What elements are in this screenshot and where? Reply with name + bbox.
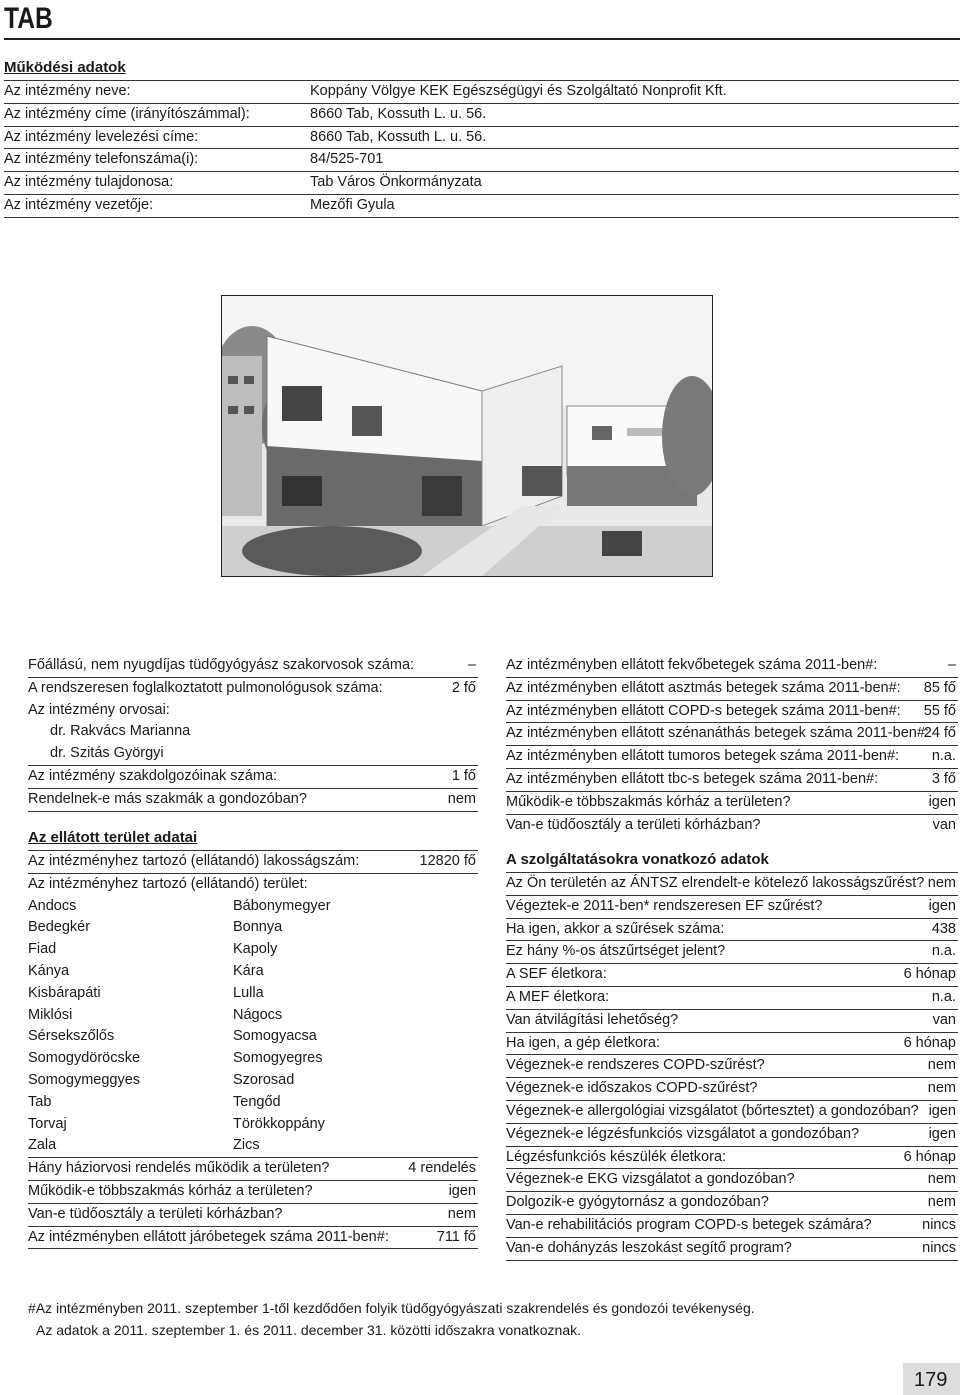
municipality-row	[28, 1135, 478, 1158]
row-label: Van átvilágítási lehetőség?	[506, 1011, 679, 1028]
municipality-row	[28, 939, 478, 961]
row-value: n.a.	[931, 988, 956, 1005]
data-row	[28, 850, 478, 874]
data-row	[506, 655, 958, 678]
data-row	[506, 1238, 958, 1261]
data-row	[506, 1033, 958, 1056]
data-row	[506, 964, 958, 987]
data-row	[506, 919, 958, 942]
municipality-row	[28, 1070, 478, 1092]
row-label: Van-e dohányzás leszokást segítő program?	[506, 1239, 792, 1256]
data-row	[28, 1158, 478, 1181]
row-label: Működik-e többszakmás kórház a területen?	[28, 1182, 313, 1199]
services-table	[506, 872, 958, 1261]
row-value: van	[932, 816, 956, 833]
municipality: Nágocs	[233, 1006, 283, 1023]
row-value: 24 fő	[923, 725, 956, 742]
data-row	[506, 769, 958, 792]
info-label: Az intézmény telefonszáma(i):	[4, 151, 199, 168]
data-row	[28, 678, 478, 700]
data-row	[506, 987, 958, 1010]
info-row	[4, 148, 959, 171]
row-label: Végeznek-e rendszeres COPD-szűrést?	[506, 1057, 765, 1074]
data-row	[28, 766, 478, 789]
info-row	[4, 194, 959, 218]
right-column	[506, 655, 958, 836]
data-row	[506, 896, 958, 919]
municipality: Somogymeggyes	[28, 1071, 141, 1088]
info-label: Az intézmény tulajdonosa:	[4, 174, 174, 191]
row-value: nem	[927, 1171, 956, 1188]
municipality: Fiad	[28, 941, 57, 958]
row-value: 711 fő	[436, 1228, 476, 1245]
info-label: Az intézmény vezetője:	[4, 196, 154, 213]
data-row	[28, 789, 478, 812]
left-column	[28, 655, 478, 812]
info-label: Az intézmény neve:	[4, 83, 131, 99]
footnote-2: Az adatok a 2011. szeptember 1. és 2011. december 31. közötti időszakra vonatkoznak.	[36, 1322, 582, 1338]
row-label: Az intézményben ellátott tbc-s betegek száma 2011-ben#:	[506, 770, 879, 787]
municipality: Tengőd	[233, 1093, 281, 1110]
operational-heading: Működési adatok	[4, 59, 126, 76]
row-value: 6 hónap	[903, 966, 956, 983]
info-value: Tab Város Önkormányzata	[310, 174, 482, 191]
row-value: igen	[448, 1182, 476, 1199]
operational-table	[4, 80, 959, 218]
row-label: Az intézményben ellátott szénanáthás betegek száma 2011-ben#:	[506, 725, 929, 742]
row-value: igen	[928, 1125, 956, 1142]
municipality: Miklósi	[28, 1006, 73, 1023]
data-row	[506, 1055, 958, 1078]
municipality: Somogyegres	[233, 1050, 323, 1067]
municipality-row	[28, 1026, 478, 1048]
municipality: Bábonymegyer	[233, 897, 331, 914]
row-label: Végeznek-e allergológiai vizsgálatot (bőrtesztet) a gondozóban?	[506, 1102, 919, 1119]
municipality-row	[28, 983, 478, 1005]
row-value: n.a.	[931, 943, 956, 960]
data-row	[506, 1215, 958, 1238]
row-value: 438	[931, 920, 956, 937]
municipality: Bonnya	[233, 919, 283, 936]
municipality-row	[28, 917, 478, 939]
row-value: –	[947, 657, 956, 673]
area-table	[28, 850, 478, 1249]
data-row	[28, 874, 478, 896]
municipality-row	[28, 1114, 478, 1136]
row-value: igen	[928, 793, 956, 810]
row-label: Végeznek-e légzésfunkciós vizsgálatot a gondozóban?	[506, 1125, 860, 1142]
row-label: Végeznek-e időszakos COPD-szűrést?	[506, 1080, 758, 1097]
row-label: Hány háziorvosi rendelés működik a területen?	[28, 1160, 330, 1177]
row-value: 2 fő	[451, 679, 476, 696]
row-label: Az intézményhez tartozó (ellátandó) terület:	[28, 875, 308, 892]
info-value: Koppány Völgye KEK Egészségügyi és Szolgáltató Nonprofit Kft.	[310, 83, 727, 99]
municipality: Kára	[233, 962, 264, 979]
row-value: n.a.	[931, 748, 956, 765]
row-value: –	[467, 657, 476, 673]
municipality: Kánya	[28, 962, 70, 979]
data-row	[506, 746, 958, 769]
municipality: Lulla	[233, 984, 264, 1001]
row-label: Az intézmény szakdolgozóinak száma:	[28, 767, 278, 784]
row-label: Az intézményhez tartozó (ellátandó) lakosságszám:	[28, 853, 360, 869]
row-value: nem	[927, 1194, 956, 1211]
row-label: Az intézményben ellátott járóbetegek száma 2011-ben#:	[28, 1228, 389, 1245]
data-row	[28, 1227, 478, 1250]
info-row	[4, 171, 959, 194]
row-label: Dolgozik-e gyógytornász a gondozóban?	[506, 1194, 769, 1211]
data-row	[506, 1169, 958, 1192]
data-row	[506, 701, 958, 724]
row-label: Végeznek-e EKG vizsgálatot a gondozóban?	[506, 1171, 795, 1188]
municipality: Szorosad	[233, 1071, 295, 1088]
municipality: Torvaj	[28, 1115, 67, 1132]
row-value: igen	[928, 897, 956, 914]
area-heading: Az ellátott terület adatai	[28, 829, 198, 846]
data-row	[506, 1192, 958, 1215]
info-label: Az intézmény címe (irányítószámmal):	[4, 105, 250, 122]
municipality-row	[28, 961, 478, 983]
row-label: Ha igen, akkor a szűrések száma:	[506, 920, 725, 937]
row-label: Légzésfunkciós készülék életkora:	[506, 1148, 727, 1165]
row-label: Működik-e többszakmás kórház a területen?	[506, 793, 791, 810]
row-value: nem	[927, 1080, 956, 1097]
municipality: Bedegkér	[28, 919, 91, 936]
municipality: Sérsekszőlős	[28, 1028, 115, 1045]
doctor-name: dr. Szitás Györgyi	[50, 745, 164, 762]
row-label: A MEF életkora:	[506, 988, 610, 1005]
row-value: nincs	[922, 1239, 956, 1256]
row-value: nem	[447, 1205, 476, 1222]
data-row	[506, 1010, 958, 1033]
municipality: Zala	[28, 1137, 57, 1154]
data-row	[506, 1101, 958, 1124]
row-value: 6 hónap	[903, 1034, 956, 1051]
row-label: Rendelnek-e más szakmák a gondozóban?	[28, 790, 307, 807]
row-label: Az intézményben ellátott tumoros betegek száma 2011-ben#:	[506, 748, 900, 765]
municipality: Törökkoppány	[233, 1115, 325, 1132]
title-rule	[4, 38, 960, 40]
row-value: 12820 fő	[419, 853, 476, 869]
row-label: Végeztek-e 2011-ben* rendszeresen EF szűrést?	[506, 897, 823, 914]
info-value: 8660 Tab, Kossuth L. u. 56.	[310, 128, 487, 145]
row-label: Ez hány %-os átszűrtséget jelent?	[506, 943, 726, 960]
row-label: Van-e rehabilitációs program COPD-s betegek számára?	[506, 1216, 872, 1233]
info-value: 8660 Tab, Kossuth L. u. 56.	[310, 105, 487, 122]
row-label: Az intézményben ellátott fekvőbetegek száma 2011-ben#:	[506, 657, 878, 673]
page-number: 179	[914, 1369, 948, 1391]
row-value: van	[932, 1011, 956, 1028]
row-label: A SEF életkora:	[506, 966, 607, 983]
data-row	[506, 1078, 958, 1101]
data-row	[506, 815, 958, 837]
data-row	[28, 721, 478, 743]
services-heading: A szolgáltatásokra vonatkozó adatok	[506, 851, 769, 868]
data-row	[506, 723, 958, 746]
municipality: Somogyacsa	[233, 1028, 317, 1045]
data-row	[28, 1181, 478, 1204]
data-row	[506, 792, 958, 815]
municipality-row	[28, 896, 478, 918]
municipality-row	[28, 1092, 478, 1114]
info-row	[4, 80, 959, 103]
row-label: Ha igen, a gép életkora:	[506, 1034, 660, 1051]
row-value: 85 fő	[923, 679, 956, 696]
data-row	[506, 1124, 958, 1147]
municipality: Kapoly	[233, 941, 278, 958]
row-label: Van-e tüdőosztály a területi kórházban?	[506, 816, 761, 833]
municipality-row	[28, 1048, 478, 1070]
row-label: Az intézmény orvosai:	[28, 701, 170, 718]
building-illustration	[222, 296, 712, 576]
row-value: igen	[928, 1102, 956, 1119]
data-row	[506, 872, 958, 896]
info-value: 84/525-701	[310, 151, 384, 168]
row-value: 1 fő	[451, 767, 476, 784]
data-row	[28, 1204, 478, 1227]
municipality: Somogydöröcske	[28, 1050, 141, 1067]
info-value: Mezőfi Gyula	[310, 196, 395, 213]
data-row	[506, 678, 958, 701]
row-value: 4 rendelés	[408, 1160, 476, 1177]
data-row	[506, 1147, 958, 1170]
data-row	[28, 743, 478, 766]
doctor-name: dr. Rakvács Marianna	[50, 723, 191, 740]
footnote-1: #Az intézményben 2011. szeptember 1-től kezdődően folyik tüdőgyógyászati szakrendelés és gondozói tevékenység.	[28, 1300, 755, 1316]
page-title: TAB	[4, 2, 53, 35]
row-value: nem	[927, 875, 956, 891]
building-photo	[221, 295, 713, 577]
row-label: Főállású, nem nyugdíjas tüdőgyógyász szakorvosok száma:	[28, 657, 415, 673]
row-value: nem	[447, 790, 476, 807]
row-label: A rendszeresen foglalkoztatott pulmonológusok száma:	[28, 679, 383, 696]
data-row	[506, 941, 958, 964]
row-value: 55 fő	[923, 702, 956, 719]
data-row	[28, 700, 478, 722]
row-label: Az intézményben ellátott COPD-s betegek száma 2011-ben#:	[506, 702, 901, 719]
municipality: Tab	[28, 1093, 52, 1110]
info-label: Az intézmény levelezési címe:	[4, 128, 199, 145]
row-value: nincs	[922, 1216, 956, 1233]
row-value: 3 fő	[931, 770, 956, 787]
data-row	[28, 655, 478, 678]
municipality: Andocs	[28, 897, 77, 914]
municipality: Kisbárapáti	[28, 984, 101, 1001]
row-label: Az Ön területén az ÁNTSZ elrendelt-e kötelező lakosságszűrést?	[506, 875, 925, 891]
info-row	[4, 103, 959, 126]
row-value: 6 hónap	[903, 1148, 956, 1165]
row-label: Van-e tüdőosztály a területi kórházban?	[28, 1205, 283, 1222]
municipality: Zics	[233, 1137, 260, 1154]
municipality-row	[28, 1005, 478, 1027]
row-label: Az intézményben ellátott asztmás betegek száma 2011-ben#:	[506, 679, 901, 696]
info-row	[4, 126, 959, 149]
row-value: nem	[927, 1057, 956, 1074]
